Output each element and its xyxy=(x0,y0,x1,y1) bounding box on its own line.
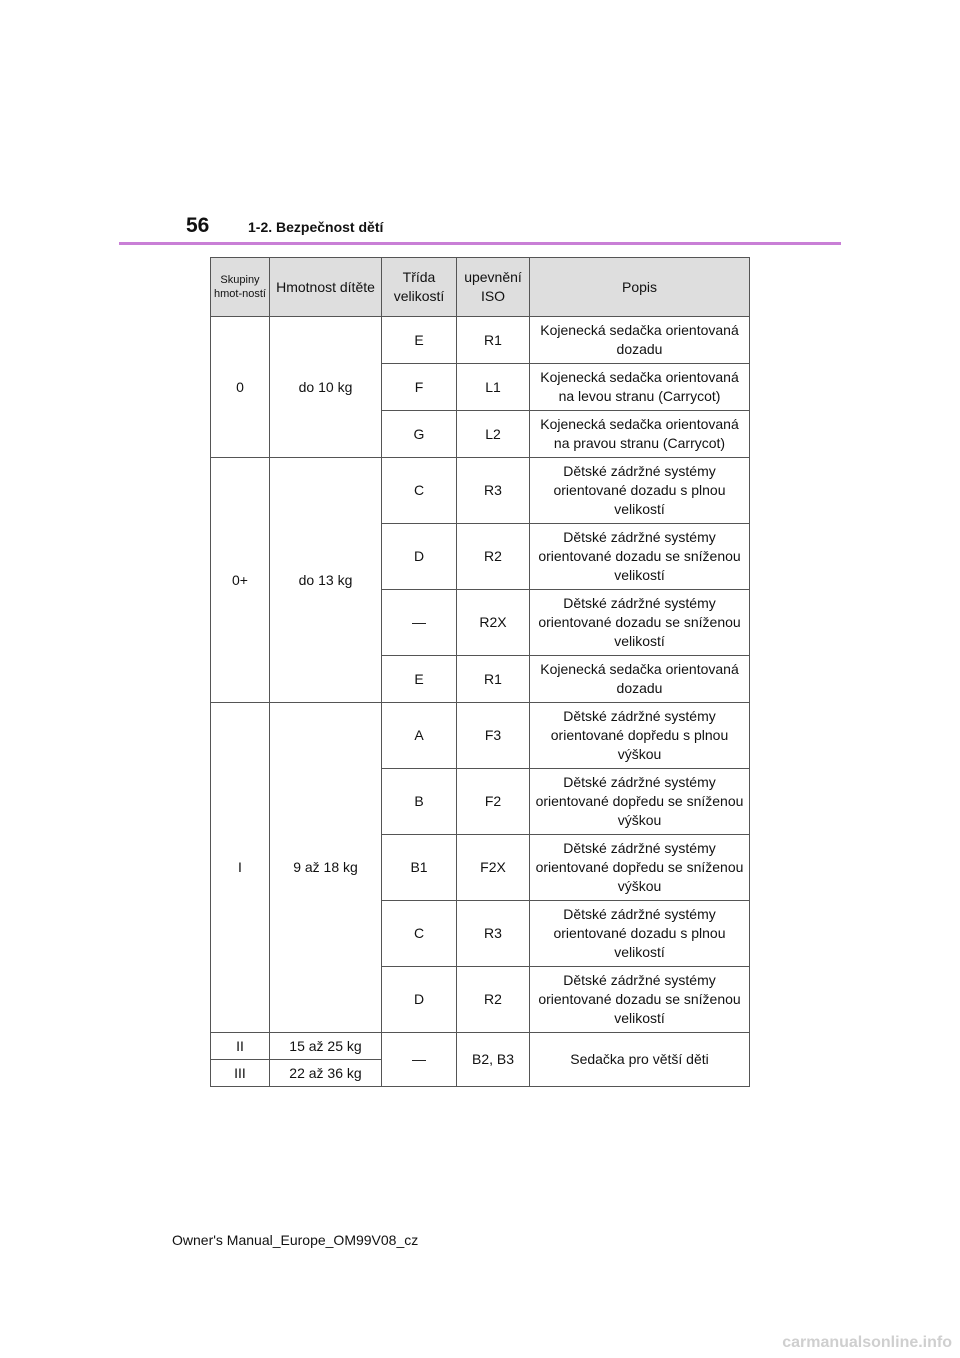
child-weight-cell: 9 až 18 kg xyxy=(270,703,382,1033)
weight-group-cell: 0+ xyxy=(211,458,270,703)
description-cell: Dětské zádržné systémy orientované dozadu se sníženou velikostí xyxy=(530,967,750,1033)
description-cell: Dětské zádržné systémy orientované dozadu se sníženou velikostí xyxy=(530,524,750,590)
size-class-cell: B xyxy=(382,769,457,835)
weight-group-cell: II xyxy=(211,1033,270,1060)
child-weight-cell: 15 až 25 kg xyxy=(270,1033,382,1060)
size-class-cell: D xyxy=(382,967,457,1033)
size-class-cell: C xyxy=(382,458,457,524)
iso-fixture-cell: L1 xyxy=(457,364,530,411)
footer-manual-id: Owner's Manual_Europe_OM99V08_cz xyxy=(172,1232,419,1248)
description-cell: Kojenecká sedačka orientovaná dozadu xyxy=(530,656,750,703)
size-class-cell: E xyxy=(382,317,457,364)
weight-group-cell: III xyxy=(211,1060,270,1087)
child-seat-size-table xyxy=(210,257,750,1087)
description-cell: Dětské zádržné systémy orientované dozadu s plnou velikostí xyxy=(530,458,750,524)
table-row xyxy=(211,1033,750,1060)
table-row xyxy=(211,703,750,769)
iso-fixture-cell: F2X xyxy=(457,835,530,901)
size-class-cell: D xyxy=(382,524,457,590)
table-row xyxy=(211,317,750,364)
col-header-child-weight: Hmotnost dítěte xyxy=(270,258,382,317)
description-cell: Dětské zádržné systémy orientované dopředu se sníženou výškou xyxy=(530,769,750,835)
table-row xyxy=(211,458,750,524)
section-title: 1-2. Bezpečnost dětí xyxy=(248,219,384,235)
col-header-iso-fixture: upevnění ISO xyxy=(457,258,530,317)
child-weight-cell: do 13 kg xyxy=(270,458,382,703)
col-header-description: Popis xyxy=(530,258,750,317)
description-cell: Kojenecká sedačka orientovaná na pravou stranu (Carrycot) xyxy=(530,411,750,458)
description-cell: Dětské zádržné systémy orientované dopředu se sníženou výškou xyxy=(530,835,750,901)
child-weight-cell: 22 až 36 kg xyxy=(270,1060,382,1087)
iso-fixture-cell: R1 xyxy=(457,317,530,364)
iso-fixture-cell: B2, B3 xyxy=(457,1033,530,1087)
table-header-row xyxy=(211,258,750,317)
iso-fixture-cell: L2 xyxy=(457,411,530,458)
watermark: carmanualsonline.info xyxy=(782,1334,952,1351)
col-header-weight-group: Skupiny hmot-ností xyxy=(211,258,270,317)
iso-fixture-cell: F3 xyxy=(457,703,530,769)
page-number: 56 xyxy=(186,214,210,237)
size-class-cell: G xyxy=(382,411,457,458)
size-class-cell: C xyxy=(382,901,457,967)
header-divider xyxy=(119,242,841,245)
description-cell: Sedačka pro větší děti xyxy=(530,1033,750,1087)
description-cell: Dětské zádržné systémy orientované dopředu s plnou výškou xyxy=(530,703,750,769)
size-class-cell: F xyxy=(382,364,457,411)
col-header-size-class: Třída velikostí xyxy=(382,258,457,317)
weight-group-cell: I xyxy=(211,703,270,1033)
iso-fixture-cell: R2X xyxy=(457,590,530,656)
iso-fixture-cell: R3 xyxy=(457,458,530,524)
description-cell: Kojenecká sedačka orientovaná dozadu xyxy=(530,317,750,364)
weight-group-cell: 0 xyxy=(211,317,270,458)
size-class-cell: A xyxy=(382,703,457,769)
iso-fixture-cell: R3 xyxy=(457,901,530,967)
size-class-cell: B1 xyxy=(382,835,457,901)
size-class-cell: — xyxy=(382,1033,457,1087)
size-class-cell: E xyxy=(382,656,457,703)
iso-fixture-cell: R2 xyxy=(457,524,530,590)
iso-fixture-cell: R1 xyxy=(457,656,530,703)
child-weight-cell: do 10 kg xyxy=(270,317,382,458)
description-cell: Dětské zádržné systémy orientované dozadu s plnou velikostí xyxy=(530,901,750,967)
description-cell: Dětské zádržné systémy orientované dozadu se sníženou velikostí xyxy=(530,590,750,656)
iso-fixture-cell: F2 xyxy=(457,769,530,835)
iso-fixture-cell: R2 xyxy=(457,967,530,1033)
size-class-cell: — xyxy=(382,590,457,656)
description-cell: Kojenecká sedačka orientovaná na levou stranu (Carrycot) xyxy=(530,364,750,411)
